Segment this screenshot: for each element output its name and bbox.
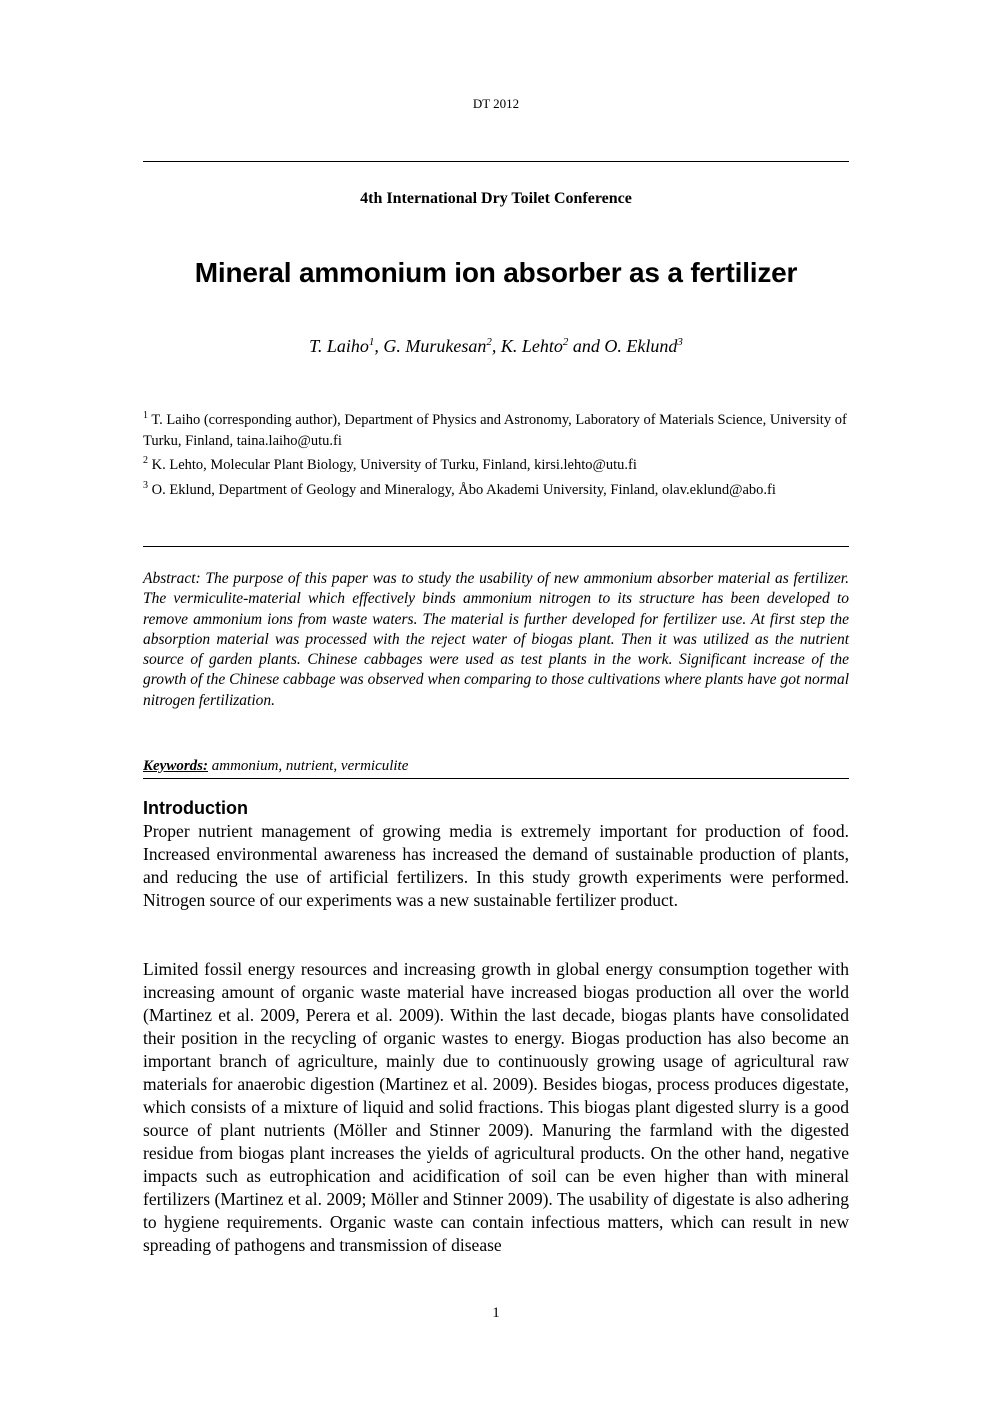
affiliation-text: T. Laiho (corresponding author), Department of Physics and Astronomy, Laboratory of Materials Science, University of Turku, Finland, taina.laiho@utu.fi [143, 411, 847, 449]
author-name: G. Murukesan [383, 336, 487, 356]
body-paragraph: Proper nutrient management of growing media is extremely important for production of food. Increased environmental awareness has increased the demand of sustainable production of plants, and reducing the use of artificial fertilizers. In this study growth experiments were performed. Nitrogen source of our experiments was a new sustainable fertilizer product. [143, 821, 849, 910]
abstract-top-rule [143, 546, 849, 547]
running-header: DT 2012 [472, 96, 520, 111]
affiliation-text: O. Eklund, Department of Geology and Mineralogy, Åbo Akademi University, Finland, olav.eklund@abo.fi [151, 481, 776, 498]
author-separator: , [374, 336, 384, 356]
author-list [0, 336, 992, 357]
affiliation-text: K. Lehto, Molecular Plant Biology, University of Turku, Finland, kirsi.lehto@utu.fi [151, 457, 637, 474]
affiliations [143, 406, 849, 501]
author-superscript: 1 [368, 336, 375, 348]
page-number: 1 [492, 1305, 500, 1321]
body-paragraph: Limited fossil energy resources and increasing growth in global energy consumption together with increasing amount of organic waste material have increased biogas production all over the world (Martinez et al. 2009, Perera et al. 2009). Within the last decade, biogas plants have consolidated their position in the recycling of organic wastes to energy. Biogas production has also become an important branch of agriculture, mainly due to continuously growing usage of agricultural raw materials for anaerobic digestion (Martinez et al. 2009). Besides biogas, process produces digestate, which consists of a mixture of liquid and solid fractions. This biogas plant digested slurry is a good source of plant nutrients (Möller and Stinner 2009). Manuring the farmland with the digested residue from biogas plant increases the yields of agricultural products. On the other hand, negative impacts such as eutrophication and acidification of soil can be even higher than with mineral fertilizers (Martinez et al. 2009; Möller and Stinner 2009). The usability of digestate is also adhering to hygiene requirements. Organic waste can contain infectious matters, which can result in new spreading of pathogens and transmission of disease [143, 959, 849, 1255]
paper-title: Mineral ammonium ion absorber as a fertilizer [194, 257, 798, 288]
author-superscript: 2 [562, 336, 569, 348]
author-name: K. Lehto [500, 336, 563, 356]
header-rule [143, 161, 849, 162]
author-superscript: 2 [486, 336, 492, 348]
keywords-line [143, 758, 849, 775]
author-separator: , [491, 336, 501, 356]
affiliation-superscript: 3 [143, 480, 148, 492]
keywords-label: Keywords: [143, 758, 208, 774]
affiliation-item [143, 451, 849, 476]
author-name: O. Eklund [604, 336, 678, 356]
abstract: Abstract: The purpose of this paper was to study the usability of new ammonium absorber material as fertilizer. The vermiculite-material which effectively binds ammonium nitrogen to its structure has been developed to remove ammonium ions from waste waters. The material is further developed for fertilizer use. At first step the absorption material was processed with the reject water of biogas plant. Then it was utilized as the nutrient source of garden plants. Chinese cabbages were used as test plants in the work. Significant increase of the growth of the Chinese cabbage was observed when comparing to those cultivations where plants have got normal nitrogen fertilization. [143, 570, 849, 709]
affiliation-superscript: 1 [143, 410, 148, 421]
section-heading-introduction: Introduction [143, 798, 248, 818]
author-name: T. Laiho [309, 336, 369, 356]
author-separator: and [568, 336, 605, 356]
affiliation-item [143, 406, 849, 451]
author-superscript: 3 [677, 336, 683, 348]
keywords-values: ammonium, nutrient, vermiculite [208, 758, 409, 774]
affiliation-superscript: 2 [143, 455, 148, 467]
conference-name: 4th International Dry Toilet Conference [360, 190, 632, 207]
keywords-rule [143, 778, 849, 779]
affiliation-item [143, 476, 849, 501]
